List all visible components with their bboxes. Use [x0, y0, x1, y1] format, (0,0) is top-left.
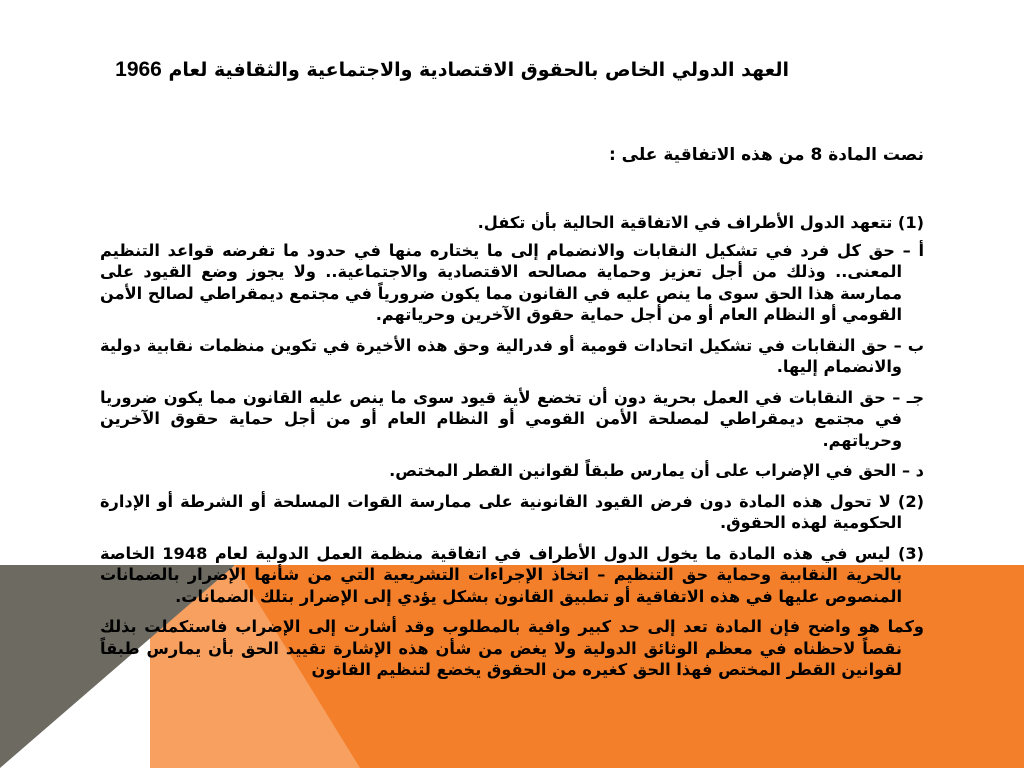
paragraph-label: جـ –: [892, 387, 924, 407]
paragraph-text: حق النقابات في تشكيل اتحادات قومية أو فدرالية وحق هذه الأخيرة في تكوين منظمات نقابية دولية والانضمام إليها.: [100, 335, 902, 376]
paragraph-text: الحق في الإضراب على أن يمارس طبقاً لقوانين القطر المختص.: [389, 461, 897, 480]
article-paragraph: [100, 387, 924, 452]
slide-title: [89, 58, 789, 82]
intro-line: نصت المادة 8 من هذه الاتفاقية على :: [608, 145, 924, 165]
article-paragraph: [100, 240, 924, 326]
paragraph-text: وكما هو واضح فإن المادة تعد إلى حد كبير وافية بالمطلوب وقد أشارت إلى الإضراب فاستكملت بذلك نقصاً لاحظناه في معظم الوثائق الدولية ولا يغض من شأن هذه الإشارة تقييد الحق بأن يمارس طبقاً لقوانين القطر المختص فهذا الحق كغيره من الحقوق يخضع لتنظيم القانون: [100, 617, 924, 679]
paragraph-text: حق النقابات في العمل بحرية دون أن تخضع لأية قيود سوى ما ينص عليه القانون مما يكون ضروريا في مجتمع ديمقراطي لمصلحة الأمن القومي أو النظام العام أو من أجل حماية حقوق الآخرين وحرياتهم.: [100, 387, 902, 450]
paragraph-label: (2): [897, 491, 924, 511]
paragraph-label: أ –: [902, 240, 925, 260]
article-body: [100, 212, 924, 690]
article-paragraph: [100, 212, 924, 234]
paragraph-text: ليس في هذه المادة ما يخول الدول الأطراف في اتفاقية منظمة العمل الدولية لعام 1948 الخاصة بالحرية النقابية وحماية حق التنظيم – اتخاذ الإجراءات التشريعية التي من شأنها الإضرار بالضمانات المنصوص عليها في هذه الاتفاقية أو تطبيق القانون بشكل يؤدي إلى الإضرار بتلك الضمانات.: [100, 543, 902, 606]
paragraph-label: ب –: [893, 335, 924, 355]
paragraph-text: لا تحول هذه المادة دون فرض القيود القانونية على ممارسة القوات المسلحة أو الشرطة أو الإدارة الحكومية لهذه الحقوق.: [100, 491, 902, 532]
article-paragraph: [100, 543, 924, 608]
article-paragraph: [100, 491, 924, 534]
article-paragraph: [100, 460, 924, 482]
article-paragraph: [100, 616, 924, 681]
article-paragraph: [100, 335, 924, 378]
slide-title-text: العهد الدولي الخاص بالحقوق الاقتصادية والاجتماعية والثقافية لعام: [168, 59, 789, 81]
paragraph-text: حق كل فرد في تشكيل النقابات والانضمام إلى ما يختاره منها في حدود ما تفرضه قواعد التنظيم المعنى.. وذلك من أجل تعزيز وحماية مصالحه الاقتصادية والاجتماعية.. ولا يجوز وضع القيود على ممارسة هذا الحق سوى ما ينص عليه في القانون مما يكون ضرورياً في مجتمع ديمقراطي لصالح الأمن القومي أو النظام العام أو من أجل حماية حقوق الآخرين وحرياتهم.: [100, 240, 902, 324]
paragraph-label: (3): [897, 543, 925, 563]
paragraph-text: تتعهد الدول الأطراف في الاتفاقية الحالية بأن تكفل.: [477, 213, 893, 232]
paragraph-label: د –: [901, 461, 924, 480]
paragraph-label: (1): [897, 213, 924, 232]
slide-title-year: 1966: [115, 58, 162, 81]
